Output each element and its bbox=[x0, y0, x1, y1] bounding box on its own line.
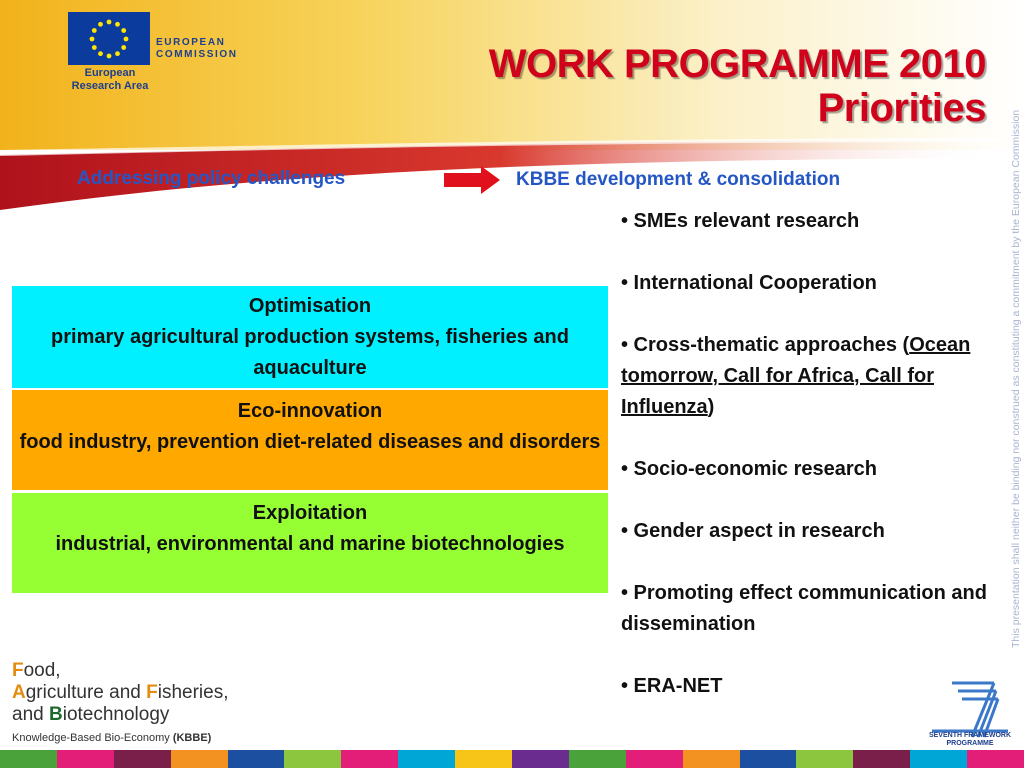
box-heading: Optimisation bbox=[248, 295, 372, 317]
box-heading: Exploitation bbox=[252, 502, 368, 524]
list-item: • SMEs relevant research bbox=[621, 210, 860, 232]
bottom-color-strip bbox=[0, 750, 1024, 768]
kbbe-logo-subtitle: Knowledge-Based Bio-Economy (KBBE) bbox=[12, 732, 212, 744]
kbbe-development-label bbox=[516, 169, 840, 191]
box-heading: Eco-innovation bbox=[237, 400, 383, 422]
fp7-logo-label: SEVENTH FRAMEWORK PROGRAMME bbox=[928, 732, 1012, 747]
list-item: • ERA-NET bbox=[621, 675, 723, 697]
kbbe-logo-line-1: Food, bbox=[12, 660, 61, 681]
exploitation-box bbox=[12, 493, 608, 593]
list-item: • International Cooperation bbox=[621, 272, 877, 294]
box-body: industrial, environmental and marine biotechnologies bbox=[55, 533, 565, 555]
eu-stars-icon bbox=[68, 12, 150, 65]
title-line-1: WORK PROGRAMME 2010 bbox=[488, 42, 986, 86]
box-body: food industry, prevention diet-related diseases and disorders bbox=[19, 431, 601, 453]
cross-thematic-calls-link: Ocean tomorrow, Call for Africa, Call for Influenza bbox=[621, 334, 971, 418]
eco-innovation-box bbox=[12, 390, 608, 490]
eu-flag-logo bbox=[68, 12, 150, 65]
kbbe-logo-line-2: Agriculture and Fisheries, bbox=[12, 682, 229, 703]
vertical-disclaimer: This presentation shall neither be binding nor construed as constituting a commitment by the European Commission bbox=[1010, 109, 1022, 648]
optimisation-box bbox=[12, 286, 608, 388]
list-item: • Gender aspect in research bbox=[621, 520, 885, 542]
list-item-text: ) bbox=[707, 396, 715, 418]
list-item: • Socio-economic research bbox=[621, 458, 877, 480]
list-item bbox=[621, 330, 991, 423]
era-label: European Research Area bbox=[71, 67, 149, 92]
box-body: primary agricultural production systems, fisheries and aquaculture bbox=[51, 326, 569, 379]
commission-label: EUROPEAN COMMISSION bbox=[156, 37, 238, 60]
kbbe-development-text: KBBE development & consolidation bbox=[516, 169, 841, 190]
priorities-list bbox=[621, 206, 991, 733]
page-title bbox=[489, 42, 986, 130]
title-line-2: Priorities bbox=[817, 86, 986, 130]
kbbe-logo-line-3: and Biotechnology bbox=[12, 704, 170, 725]
list-item-text: • Cross-thematic approaches ( bbox=[621, 334, 910, 356]
right-arrow-icon bbox=[443, 165, 501, 195]
policy-challenges-label: Addressing policy challenges bbox=[77, 168, 346, 189]
list-item: • Promoting effect communication and dissemination bbox=[621, 582, 987, 635]
kbbe-logo bbox=[12, 660, 229, 746]
